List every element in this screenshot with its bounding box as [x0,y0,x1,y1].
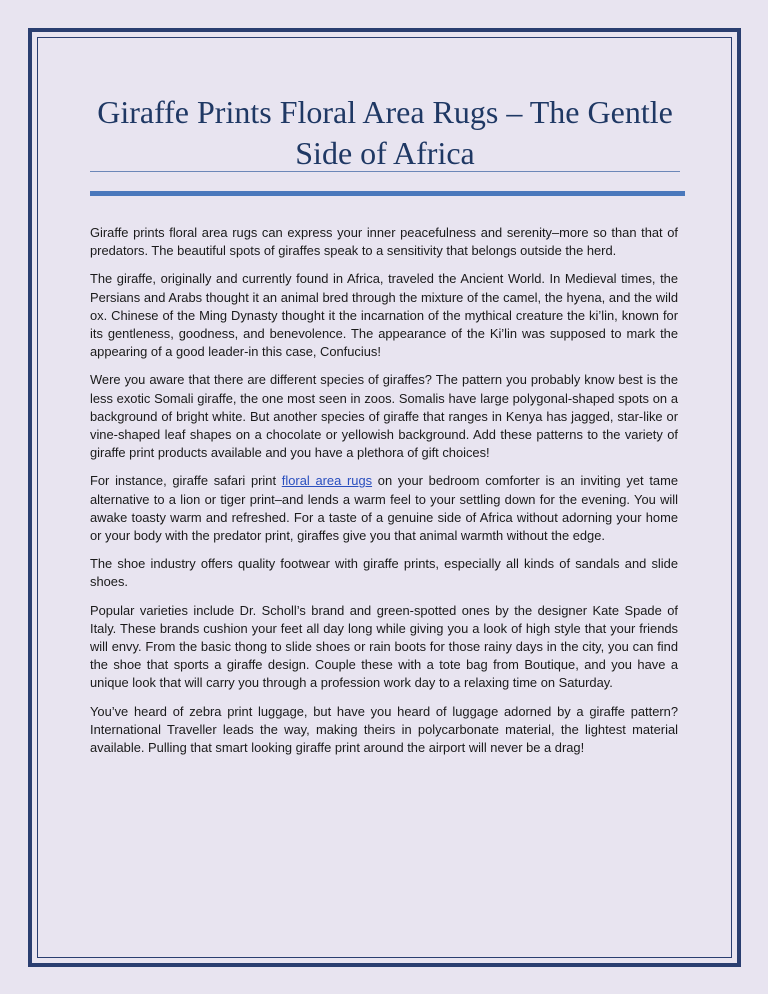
paragraph: You’ve heard of zebra print luggage, but have you heard of luggage adorned by a giraffe pattern? International Traveller leads the way, making theirs in polycarbonate material, the lightest material available. Pulling that smart looking giraffe print around the airport will never be a drag! [90,703,678,756]
document-title: Giraffe Prints Floral Area Rugs – The Gentle Side of Africa [97,94,673,171]
paragraph-text-before-link: For instance, giraffe safari print [90,473,282,489]
paragraph: Popular varieties include Dr. Scholl’s brand and green-spotted ones by the designer Kate Spade of Italy. These brands cushion your feet all day long while giving you a look of high style that your friends will envy. From the basic thong to slide shoes or rain boots for those rainy days in the city, you can find the shoe that sports a giraffe design. Couple these with a tote bag from Boutique, and you have a unique look that will carry you through a profession work day to a relaxing time on Saturday. [90,602,678,691]
paragraph: The shoe industry offers quality footwear with giraffe prints, especially all kinds of sandals and slide shoes. [90,556,678,590]
floral-area-rugs-link[interactable]: floral area rugs [281,473,373,489]
paragraph: Giraffe prints floral area rugs can express your inner peacefulness and serenity–more so than that of predators. The beautiful spots of giraffes speak to a sensitivity that belongs outside the herd. [90,225,678,259]
paragraph: Were you aware that there are different species of giraffes? The pattern you probably know best is the less exotic Somali giraffe, the one most seen in zoos. Somalis have large polygonal-shaped spots on a background of bright white. But another species of giraffe that ranges in Kenya has jagged, star-like or vine-shaped leaf shapes on a chocolate or yellowish background. Add these patterns to the variety of giraffe print products available and you have a plethora of gift choices! [90,372,678,461]
title-underline [90,171,680,172]
paragraph-with-link [90,472,678,545]
paragraph: The giraffe, originally and currently found in Africa, traveled the Ancient World. In Medieval times, the Persians and Arabs thought it an animal bred through the mixture of the camel, the hyena, and the wild ox. Chinese of the Ming Dynasty thought it the incarnation of the mythical creature the ki’lin, known for its gentleness, goodness, and benevolence. The appearance of the Ki’lin was supposed to mark the appearing of a good leader-in this case, Confucius! [90,271,678,360]
title-accent-bar [90,191,685,196]
document-body [90,224,678,767]
paragraph-text-after-link: on your bedroom comforter is an inviting yet tame alternative to a lion or tiger print–and lends a warm feel to your settling down for the evening. You will awake toasty warm and refreshed. For a taste of a genuine side of Africa without adorning your home or your body with the predator print, giraffes give you that animal warmth without the edge. [90,473,678,544]
